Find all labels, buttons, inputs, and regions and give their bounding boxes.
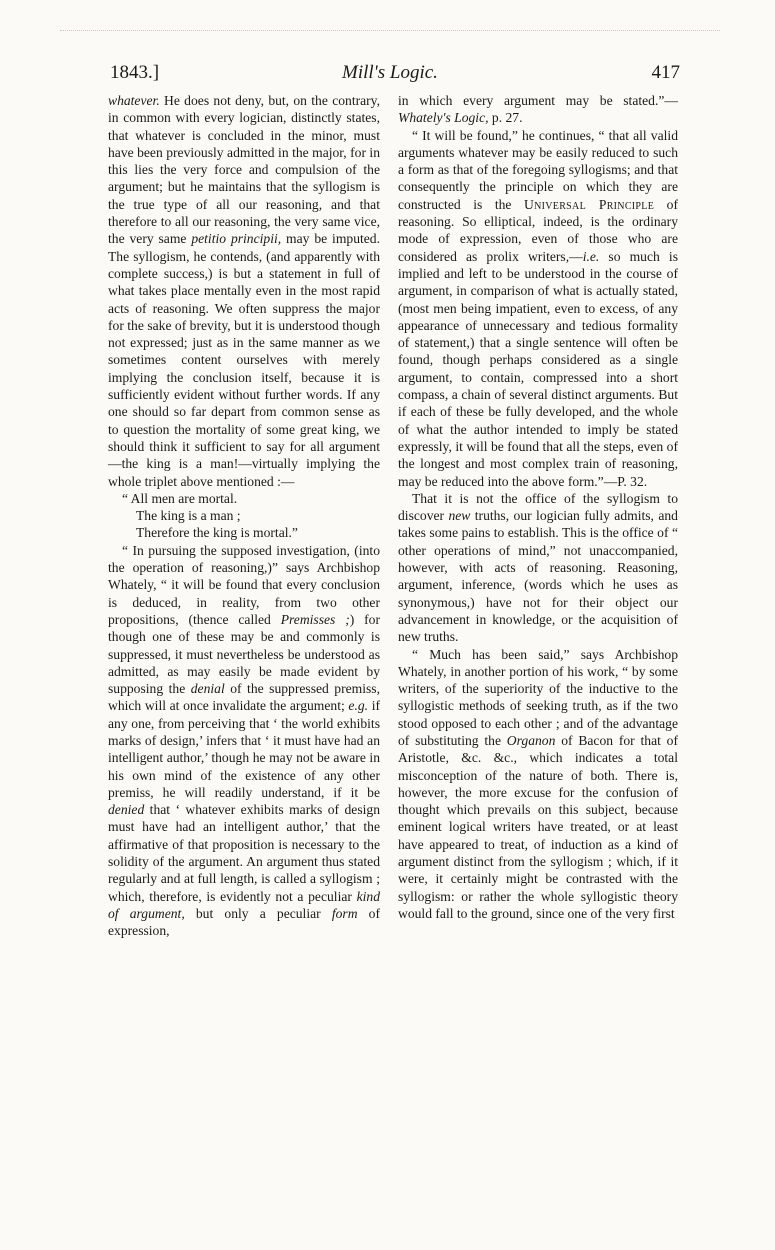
emphasis: Premisses ; <box>280 611 350 627</box>
emphasis: petitio principii, <box>191 231 282 247</box>
emphasis: kind of argument, <box>108 888 380 921</box>
verse-line: Therefore the king is mortal.” <box>136 525 298 541</box>
page-edge-mark <box>60 30 720 32</box>
verse-line: The king is a man ; <box>136 508 241 524</box>
page-number: 417 <box>651 62 680 83</box>
text: but only a peculiar <box>184 905 332 921</box>
emphasis: new <box>448 508 471 524</box>
text: if any one, from perceiving that ‘ the world exhibits marks of design,’ infers that ‘ it must have had an intelligent author,’ though he may not be aware in his own mind of the existence of any other premiss, he will readily understand, if it be <box>108 698 381 800</box>
text: of expression, <box>108 905 380 939</box>
paragraph <box>108 92 380 490</box>
quoted-syllogism <box>122 490 380 542</box>
emphasis: Organon <box>506 732 556 748</box>
emphasis: i.e. <box>582 248 600 264</box>
text: may be imputed. The syllogism, he contends, (and apparently with complete success,) is but a statement in full of what takes place mentally even in the most rapid acts of reasoning. We often suppress the major for the sake of brevity, but it is understood though not expressed; just as in the same manner as we sometimes content ourselves with merely implying the conclusion itself, because it is sufficiently evident without further words. If any one should so far depart from common sense as to question the mortality of some great king, we should think it sufficient to say for all argument—the king is a man!—virtually implying the whole triplet above mentioned :— <box>108 231 380 489</box>
text: truths, our logician fully admits, and takes some pains to establish. This is the office of “ other operations of mind,” not unaccompanied, however, with acts of reasoning. Reasoning, argument, inference, (words which he uses as synonymous,) have not for their object our advancement in knowledge, or the acquisition of new truths. <box>398 508 678 645</box>
running-header <box>110 62 680 88</box>
text: that ‘ whatever exhibits marks of design must have had an intelligent author,’ that the affirmative of that proposition is necessary to the solidity of the argument. An argument thus stated regularly and at full length, is called a syllogism ; which, therefore, is evidently not a peculiar <box>108 802 380 904</box>
emphasis: whatever. <box>108 93 160 108</box>
paragraph <box>398 646 678 923</box>
text: “ Much has been said,” says Archbishop Whately, in another portion of his work, “ by some writers, of the superiority of the inductive to the syllogistic methods of seeking truth, as if the two stood opposed to each other ; and of the advantage of substituting the <box>398 646 678 748</box>
text: p. 27. <box>488 110 523 126</box>
emphasis: Whately's Logic, <box>398 110 489 126</box>
paragraph <box>398 490 678 646</box>
text: of Bacon for that of Aristotle, &c. &c., which indicates a total misconception of the nature of both. There is, however, the more excuse for the confusion of thought which prevails on this subject, because eminent logical writers have treated, or at least have appeared to treat, of induction as a kind of argument distinct from the syllogism ; which, if it were, it certainly might be contrasted with the syllogism: or rather the whole syllogistic theory would fall to the ground, since one of the very first <box>398 732 679 921</box>
verse-line: “ All men are mortal. <box>122 490 238 506</box>
emphasis: e.g. <box>348 698 369 714</box>
emphasis: denial <box>190 681 225 697</box>
emphasis: form <box>331 905 358 921</box>
right-column <box>398 92 678 922</box>
text: He does not deny, but, on the contrary, in common with every logician, distinctly states, that whatever is concluded in the minor, must have been previously admitted in the major, for in this lies the very force and compulsion of the argument; but he maintains that the syllogism is the true type of all our reasoning, and that therefore to all our reasoning, the very same vice, the very same <box>108 93 380 247</box>
left-column <box>108 92 380 940</box>
text: “ It will be found,” he continues, “ that all valid arguments whatever may be easily reduced to such a form as that of the foregoing syllogisms; and that consequently the principle on which they are constructed is the <box>398 127 678 212</box>
emphasis: denied <box>108 802 145 818</box>
paragraph <box>398 127 678 490</box>
text: “ In pursuing the supposed investigation, (into the operation of reasoning,)” says Archbishop Whately, “ it will be found that every conclusion is deduced, in reality, from two other propositions, (thence called <box>108 542 380 627</box>
header-date: 1843.] <box>110 62 160 83</box>
paragraph <box>108 542 380 940</box>
text: That it is not the office of the syllogism to discover <box>398 490 678 524</box>
text: of the suppressed premiss, which will at once invalidate the argument; <box>108 681 380 714</box>
header-title: Mill's Logic. <box>342 62 438 83</box>
text: of reasoning. So elliptical, indeed, is the ordinary mode of expression, even of those who are considered as prolix writers,— <box>398 196 678 264</box>
small-caps-term: Universal Principle <box>524 196 655 212</box>
text: in which every argument may be stated.”— <box>398 93 678 108</box>
paragraph <box>398 92 678 127</box>
text: ) for though one of these may be and commonly is suppressed, it must nevertheless be understood as admitted, as may easily be made evident by supposing the <box>108 611 381 697</box>
text: so much is implied and left to be understood in the course of argument, in comparison of what is actually stated, (most men being impatient, even to excess, of any appearance of unnecessary and tedious formality of statement,) that a single sentence will often be found, though perhaps considered as a single argument, to contain, compressed into a short compass, a chain of several distinct arguments. But if each of these be fully developed, and the whole of what the author intended to imply be stated expressly, it will be found that all the steps, even of the longest and most complex train of reasoning, may be reduced into the above form.”—P. 32. <box>398 248 678 489</box>
